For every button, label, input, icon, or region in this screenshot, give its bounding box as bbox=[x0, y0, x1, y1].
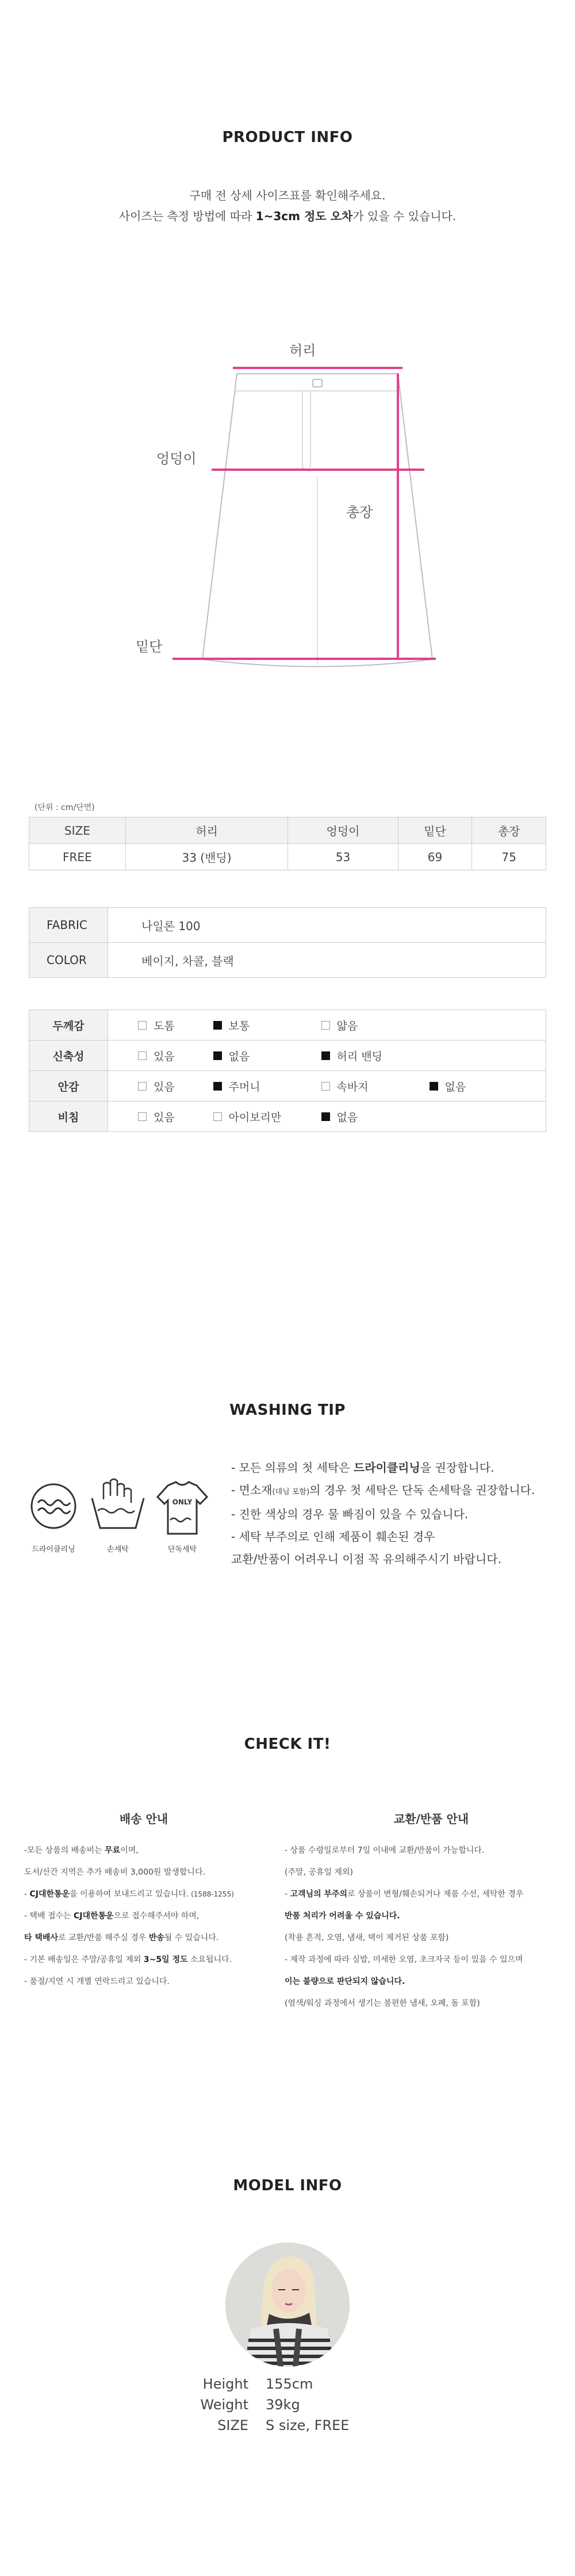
fabric-value: 나일론 100 bbox=[108, 908, 546, 943]
check-it-title: CHECK IT! bbox=[244, 1736, 331, 1753]
option-item: 아이보리만 bbox=[213, 1109, 282, 1124]
model-height-label: Height bbox=[202, 2376, 248, 2392]
checkbox-icon bbox=[138, 1021, 147, 1030]
checkbox-checked-icon bbox=[213, 1021, 222, 1030]
hand-wash-icon bbox=[86, 1476, 150, 1540]
model-size-value: S size, FREE bbox=[266, 2417, 350, 2433]
fabric-color-table bbox=[29, 907, 546, 978]
waist-label: 허리 bbox=[289, 343, 316, 359]
table-cell: 69 bbox=[398, 844, 472, 870]
option-item: 있음 bbox=[138, 1078, 175, 1094]
skirt-size-diagram bbox=[0, 310, 575, 701]
washing-tips-text bbox=[231, 1457, 565, 1571]
header-cell: 밑단 bbox=[398, 817, 472, 844]
only-tag: ONLY bbox=[172, 1498, 193, 1506]
color-label: COLOR bbox=[29, 943, 108, 978]
exchange-title: 교환/반품 안내 bbox=[393, 1812, 469, 1826]
checkbox-checked-icon bbox=[430, 1082, 438, 1091]
fabric-feel-table bbox=[29, 1009, 546, 1132]
option-item: 얇음 bbox=[321, 1018, 358, 1033]
sheer-row bbox=[29, 1101, 546, 1132]
checkbox-icon bbox=[138, 1112, 147, 1121]
intro-line-2: 사이즈는 측정 방법에 따라 1~3cm 정도 오차가 있을 수 있습니다. bbox=[118, 209, 457, 223]
exchange-info: - 상품 수령일로부터 7일 이내에 교환/반품이 가능합니다. (주말, 공휴일 제외) - 고객님의 부주의로 상품이 변형/훼손되거나 제품 수선, 세탁한 경우 반품 처리가 어려울 수 있습니다. (착용 흔적, 오염, 냄새, 택이 제거된 상품 포함) - 제작 과정에 따라 실밥, 미세한 오염, 초크자국 등이 있을 수 있으며 이는 불량으로 판단되지 않습니다. (염색/워싱 과정에서 생기는 불편한 냄새, 오폐, 돌 포함) bbox=[285, 1846, 524, 2008]
single-wash-label: 단독세탁 bbox=[167, 1545, 197, 1554]
washing-tip-title: WASHING TIP bbox=[229, 1402, 346, 1419]
skirt-illustration bbox=[0, 310, 575, 701]
model-info-title: MODEL INFO bbox=[233, 2177, 342, 2194]
size-table-header bbox=[29, 817, 546, 844]
model-weight-label: Weight bbox=[200, 2397, 248, 2413]
thickness-label: 두께감 bbox=[29, 1010, 108, 1041]
stretch-row bbox=[29, 1041, 546, 1071]
unit-note: (단위 : cm/단면) bbox=[34, 803, 95, 812]
hip-label: 엉덩이 bbox=[156, 451, 197, 467]
header-cell: 허리 bbox=[125, 817, 288, 844]
delivery-info: -모든 상품의 배송비는 무료이며, 도서/산간 지역은 추가 배송비 3,000원 발생합니다. - CJ대한통운을 이용하여 보내드리고 있습니다. (1588-1255) - 택배 접수는 CJ대한통운으로 접수해주셔야 하며, 타 택배사로 교환/반품 해주실 경우 반송될 수 있습니다. - 기본 배송일은 주말/공휴일 제외 3~5일 정도 소요됩니다. - 품절/지연 시 개별 연락드리고 있습니다. bbox=[24, 1846, 234, 1986]
fabric-label: FABRIC bbox=[29, 908, 108, 943]
option-item: 없음 bbox=[430, 1078, 466, 1094]
checkbox-checked-icon bbox=[213, 1082, 222, 1091]
color-value: 베이지, 차콜, 블랙 bbox=[108, 943, 546, 978]
sheer-label: 비침 bbox=[29, 1101, 108, 1132]
header-cell: SIZE bbox=[29, 817, 126, 844]
wash-tip-5: 교환/반품이 어려우니 이점 꼭 유의해주시기 바랍니다. bbox=[231, 1552, 501, 1566]
option-item: 있음 bbox=[138, 1109, 175, 1124]
checkbox-checked-icon bbox=[321, 1112, 330, 1121]
checkbox-checked-icon bbox=[321, 1051, 330, 1060]
thickness-row bbox=[29, 1010, 546, 1041]
wash-tip-4: - 세탁 부주의로 인해 제품이 훼손된 경우 bbox=[231, 1530, 435, 1544]
wash-tip-2: - 면소재(데님 포함)의 경우 첫 세탁은 단독 손세탁을 권장합니다. bbox=[231, 1483, 535, 1497]
table-cell: FREE bbox=[29, 844, 126, 870]
checkbox-checked-icon bbox=[213, 1051, 222, 1060]
model-size-label: SIZE bbox=[217, 2417, 248, 2433]
model-height-value: 155cm bbox=[266, 2376, 313, 2392]
table-row bbox=[29, 844, 546, 870]
length-label: 총장 bbox=[346, 504, 373, 520]
lining-row bbox=[29, 1071, 546, 1101]
lining-label: 안감 bbox=[29, 1071, 108, 1101]
checkbox-icon bbox=[138, 1051, 147, 1060]
single-wash-icon bbox=[151, 1479, 214, 1542]
delivery-title: 배송 안내 bbox=[119, 1812, 168, 1826]
table-cell: 53 bbox=[288, 844, 398, 870]
size-table bbox=[29, 817, 546, 870]
model-weight-value: 39kg bbox=[266, 2397, 300, 2413]
header-cell: 엉덩이 bbox=[288, 817, 398, 844]
option-item: 도톰 bbox=[138, 1018, 175, 1033]
checkbox-icon bbox=[213, 1112, 222, 1121]
option-item: 보통 bbox=[213, 1018, 250, 1033]
option-item: 주머니 bbox=[213, 1078, 260, 1094]
checkbox-icon bbox=[321, 1021, 330, 1030]
stretch-label: 신축성 bbox=[29, 1041, 108, 1071]
color-row bbox=[29, 943, 546, 978]
table-cell: 33 (밴딩) bbox=[125, 844, 288, 870]
table-cell: 75 bbox=[472, 844, 546, 870]
dry-clean-label: 드라이클리닝 bbox=[32, 1545, 75, 1554]
checkbox-icon bbox=[138, 1082, 147, 1091]
option-item: 없음 bbox=[321, 1109, 358, 1124]
checkbox-icon bbox=[321, 1082, 330, 1091]
dry-clean-icon bbox=[22, 1482, 85, 1540]
wash-tip-3: - 진한 색상의 경우 물 빠짐이 있을 수 있습니다. bbox=[231, 1507, 469, 1521]
wash-tip-1: - 모든 의류의 첫 세탁은 드라이클리닝을 권장합니다. bbox=[231, 1461, 494, 1475]
hand-wash-label: 손세탁 bbox=[107, 1545, 129, 1554]
option-item: 없음 bbox=[213, 1048, 250, 1064]
option-item: 있음 bbox=[138, 1048, 175, 1064]
product-info-title: PRODUCT INFO bbox=[222, 129, 353, 146]
fabric-row bbox=[29, 908, 546, 943]
hem-label: 밑단 bbox=[136, 639, 163, 655]
option-item: 속바지 bbox=[321, 1078, 369, 1094]
option-item: 허리 밴딩 bbox=[321, 1048, 382, 1064]
header-cell: 총장 bbox=[472, 817, 546, 844]
intro-line-1: 구매 전 상세 사이즈표를 확인해주세요. bbox=[189, 189, 386, 202]
model-avatar bbox=[225, 2243, 350, 2367]
